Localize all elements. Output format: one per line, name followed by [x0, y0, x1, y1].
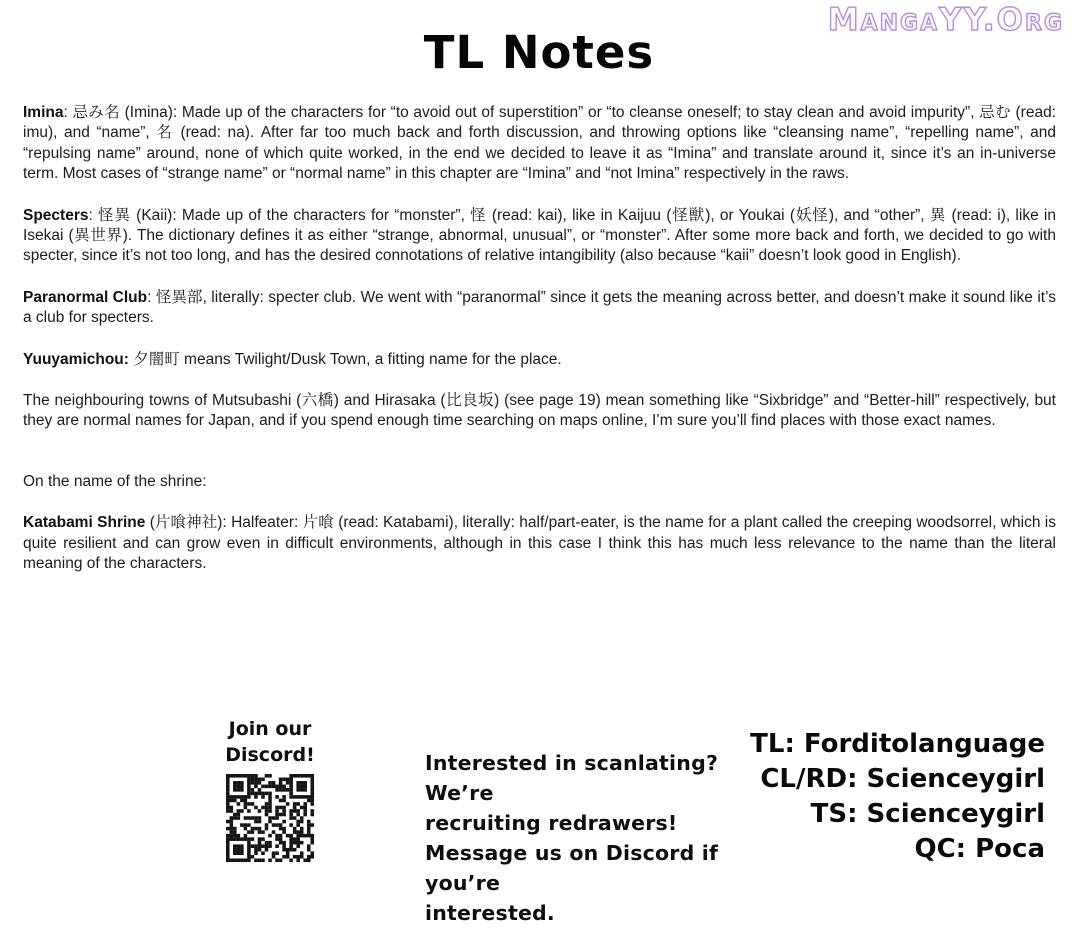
note-lead: Specters [23, 206, 89, 224]
credits-line-clrd: CL/RD: Scienceygirl [760, 764, 1045, 794]
credits-block [705, 727, 1045, 867]
note-paragraph-shrine-intro [23, 472, 1056, 492]
note-lead: Paranormal Club [23, 288, 148, 306]
discord-qr-code-icon [226, 774, 314, 862]
note-paragraph-paranormal-club [23, 288, 1056, 329]
credits-line-qc: QC: Poca [914, 834, 1045, 864]
note-lead: Imina [23, 104, 64, 121]
discord-cta-line1: Join our [228, 718, 312, 740]
discord-cta [210, 716, 330, 862]
note-paragraph-neighbouring-towns [23, 391, 1056, 432]
site-logo: MangaYY.Org [827, 2, 1064, 38]
recruiting-line: recruiting redrawers! [425, 811, 678, 835]
note-paragraph-imina [23, 103, 1056, 185]
note-text: 夕闇町 means Twilight/Dusk Town, a fitting name for the place. [128, 350, 562, 368]
recruiting-line: Message us on Discord if you’re [425, 841, 719, 895]
recruiting-line: interested. [425, 901, 555, 925]
note-paragraph-yuuyamichou [23, 350, 1056, 370]
page-title: TL Notes [423, 26, 655, 79]
note-text: The neighbouring towns of Mutsubashi (六橋) and Hirasaka (比良坂) (see page 19) mean something like “Sixbridge” and “Better-hill” respectively, but they are normal names for Japan, and if you spend enough time searching on maps online, I’m sure you’ll find places with those exact names. [23, 392, 1056, 430]
note-text: : 忌み名 (Imina): Made up of the characters for “to avoid out of superstition” or “to cleanse oneself; to stay clean and avoid impurity”, 忌む (read: imu), and “name”, 名 (read: na). After far too much back and forth discussion, and throwing options like “cleansing name”, “repelling name”, and “repulsing name” around, none of which quite worked, in the end we decided to leave it as “Imina” and translate around it, since it’s an in-universe term. Most cases of “strange name” or “normal name” in this chapter are “Imina” and “not Imina” respectively in the raws. [23, 104, 1056, 183]
discord-cta-line2: Discord! [225, 744, 315, 766]
recruiting-line: Interested in scanlating? We’re [425, 751, 719, 805]
note-text: : 怪異部, literally: specter club. We went with “paranormal” since it gets the meaning across better, and doesn’t make it sound like it’s a club for specters. [23, 288, 1056, 327]
tl-notes-section [23, 103, 1056, 596]
note-text: : 怪異 (Kaii): Made up of the characters for “monster”, 怪 (read: kai), like in Kaijuu (怪獣), or Youkai (妖怪), and “other”, 異 (read: i), like in Isekai (異世界). The dictionary defines it as either “strange, abnormal, unusual”, or “monster”. After some more back and forth, we decided to go with specter, since it’s not too long, and has the desired connotations of relative intangibility (also because “kaii” doesn’t look good in English). [23, 206, 1056, 265]
credits-line-ts: TS: Scienceygirl [810, 799, 1045, 829]
credits-line-tl: TL: Forditolanguage [750, 729, 1045, 759]
note-paragraph-specters [23, 206, 1056, 267]
note-paragraph-katabami-shrine [23, 513, 1056, 574]
note-text: (片喰神社): Halfeater: 片喰 (read: Katabami), literally: half/part-eater, is the name for a plant called the creeping woodsorrel, which is quite resilient and can grow even in difficult environments, although in this case I think this has much less relevance to the name than the literal meaning of the characters. [23, 514, 1057, 573]
note-lead: Yuuyamichou: [23, 350, 129, 368]
note-text: On the name of the shrine: [23, 472, 207, 490]
note-lead: Katabami Shrine [23, 514, 146, 532]
